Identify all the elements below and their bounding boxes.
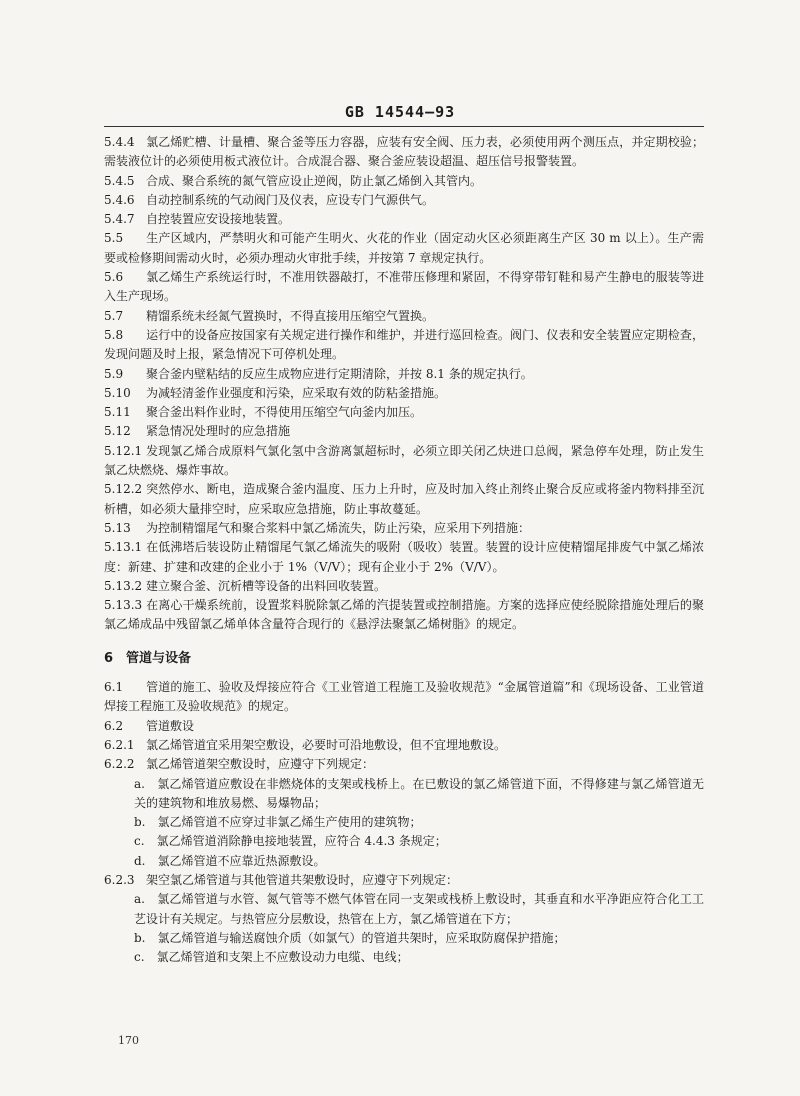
clause-5-13-3: 5.13.3 在离心干燥系统前，设置浆料脱除氯乙烯的汽提装置或控制措施。方案的选择应使经脱除措施处理后的聚氯乙烯成品中残留氯乙烯单体含量符合现行的《悬浮法聚氯乙烯树脂》的规定。 [104,598,704,632]
clause-5-11: 5.11 聚合釜出料作业时，不得使用压缩空气向釜内加压。 [104,405,423,420]
list-item-6-2-3-a: a. 氯乙烯管道与水管、氮气管等不燃气体管在同一支架或栈桥上敷设时，其垂直和水平净距应符合化工工艺设计有关规定。与热管应分层敷设，热管在上方，氯乙烯管道在下方； [134,892,704,926]
clause-6-2-1: 6.2.1 氯乙烯管道宜采用架空敷设，必要时可沿地敷设，但不宜埋地敷设。 [104,737,507,752]
clause-5-8: 5.8 运行中的设备应按国家有关规定进行操作和维护，并进行巡回检查。阀门、仪表和安全装置应定期检查，发现问题及时上报，紧急情况下可停机处理。 [104,327,704,362]
section-6-heading: 6 管道与设备 [104,650,192,666]
clause-6-1: 6.1 管道的施工、验收及焊接应符合《工业管道工程施工及验收规范》“金属管道篇”和《现场设备、工业管道焊接工程施工及验收规范》的规定。 [104,680,704,714]
clause-5-4-7: 5.4.7 自控装置应安设接地装置。 [104,212,291,227]
clause-5-4-5: 5.4.5 合成、聚合系统的氮气管应设止逆阀，防止氯乙烯倒入其管内。 [104,173,483,188]
clause-5-4-6: 5.4.6 自动控制系统的气动阀门及仪表，应设专门气源供气。 [104,192,435,207]
list-item-6-2-2-d: d. 氯乙烯管道不应靠近热源敷设。 [134,853,326,868]
clause-5-13-2: 5.13.2 建立聚合釜、沉析槽等设备的出料回收装置。 [104,578,387,593]
clause-5-7: 5.7 精馏系统未经氮气置换时，不得直接用压缩空气置换。 [104,308,435,323]
page-number: 170 [118,1034,139,1047]
clause-5-13-1: 5.13.1 在低沸塔后装设防止精馏尾气氯乙烯流失的吸附（吸收）装置。装置的设计应使精馏尾排废气中氯乙烯浓度：新建、扩建和改建的企业小于 1%（V/V）；现有企业小于 2%（V/V）。 [104,540,704,574]
list-item-6-2-2-a: a. 氯乙烯管道应敷设在非燃烧体的支架或栈桥上。在已敷设的氯乙烯管道下面，不得修建与氯乙烯管道无关的建筑物和堆放易燃、易爆物品； [134,776,704,810]
clause-6-2-3: 6.2.3 架空氯乙烯管道与其他管道共架敷设时，应遵守下列规定： [104,872,459,887]
list-item-6-2-3-b: b. 氯乙烯管道与输送腐蚀介质（如氯气）的管道共架时，应采取防腐保护措施； [134,930,566,945]
header-rule [104,126,704,127]
clause-5-12-1: 5.12.1 发现氯乙烯合成原料气氯化氢中含游离氯超标时，必须立即关闭乙炔进口总阀，紧急停车处理，防止发生氯乙炔燃烧、爆炸事故。 [104,443,704,478]
list-item-6-2-3-c: c. 氯乙烯管道和支架上不应敷设动力电缆、电线； [134,950,409,965]
clause-5-10: 5.10 为减轻清釜作业强度和污染，应采取有效的防粘釜措施。 [104,385,447,400]
clause-5-6: 5.6 氯乙烯生产系统运行时，不准用铁器敲打，不准带压修理和紧固，不得穿带钉鞋和易产生静电的服装等进入生产现场。 [104,270,704,304]
clause-5-12-2: 5.12.2 突然停水、断电，造成聚合釜内温度、压力上升时，应及时加入终止剂终止聚合反应或将釜内物料排至沉析槽，如必须大量排空时，应采取应急措施，防止事故蔓延。 [104,482,704,516]
clause-6-2: 6.2 管道敷设 [104,718,195,733]
clause-5-4-4: 5.4.4 氯乙烯贮槽、计量槽、聚合釜等压力容器，应装有安全阀、压力表，必须使用两个测压点，并定期校验；需装液位计的必须使用板式液位计。合成混合器、聚合釜应装设超温、超压信号报警装置。 [104,135,704,169]
clause-5-13: 5.13 为控制精馏尾气和聚合浆料中氯乙烯流失，防止污染，应采用下列措施： [104,520,531,535]
clause-5-9: 5.9 聚合釜内壁粘结的反应生成物应进行定期清除，并按 8.1 条的规定执行。 [104,366,533,381]
document-body [104,133,704,967]
list-item-6-2-2-b: b. 氯乙烯管道不应穿过非氯乙烯生产使用的建筑物； [134,815,422,830]
list-item-6-2-2-c: c. 氯乙烯管道消除静电接地装置，应符合 4.4.3 条规定； [134,834,447,849]
clause-5-5: 5.5 生产区域内，严禁明火和可能产生明火、火花的作业（固定动火区必须距离生产区 30 m 以上）。生产需要或检修期间需动火时，必须办理动火审批手续，并按第 7 章规定执行。 [104,231,704,265]
clause-6-2-2: 6.2.2 氯乙烯管道架空敷设时，应遵守下列规定： [104,757,375,772]
clause-5-12: 5.12 紧急情况处理时的应急措施 [104,424,291,439]
document-header: GB 14544—93 [344,103,456,121]
